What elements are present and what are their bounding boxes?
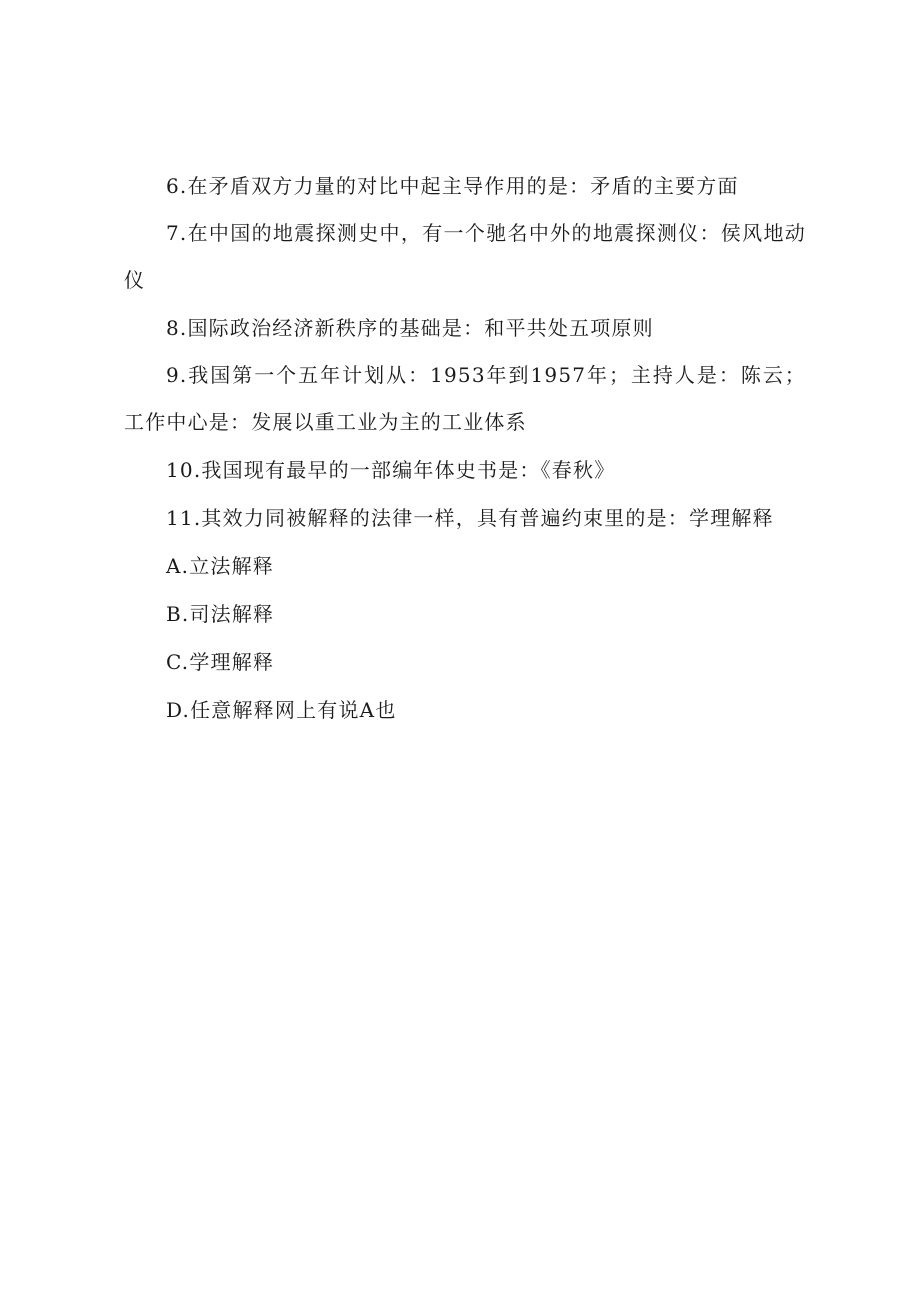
paragraph-10: 10.我国现有最早的一部编年体史书是：《春秋》 — [166, 458, 616, 482]
option-d: D.任意解释网上有说A也 — [166, 698, 397, 722]
paragraph-8: 8.国际政治经济新秩序的基础是：和平共处五项原则 — [166, 316, 654, 340]
paragraph-7: 7.在中国的地震探测史中，有一个驰名中外的地震探测仪：侯风地动仪 — [124, 221, 806, 292]
option-a: A.立法解释 — [166, 554, 275, 578]
paragraph-9: 9.我国第一个五年计划从：1953年到1957年；主持人是：陈云；工作中心是：发展以重工业为主的工业体系 — [124, 363, 806, 434]
option-c: C.学理解释 — [166, 650, 275, 674]
option-b: B.司法解释 — [166, 602, 275, 626]
document-body — [124, 162, 806, 734]
paragraph-11: 11.其效力同被解释的法律一样，具有普遍约束里的是：学理解释 — [166, 506, 774, 530]
paragraph-6: 6.在矛盾双方力量的对比中起主导作用的是：矛盾的主要方面 — [166, 174, 739, 198]
